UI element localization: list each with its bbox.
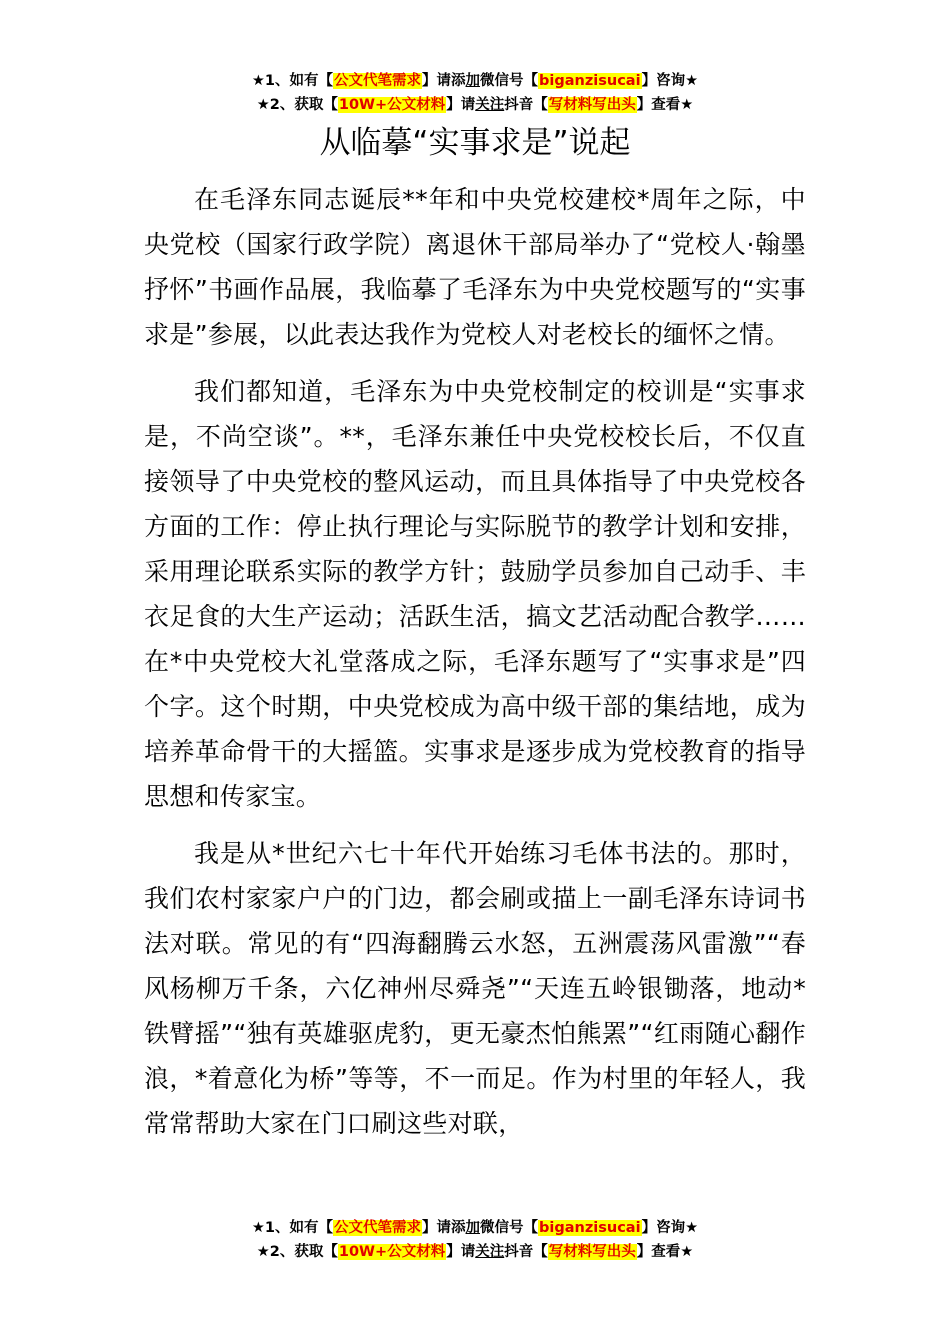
- banner-line-2: [0, 93, 950, 117]
- banner-highlight: 公文代笔需求: [334, 1220, 422, 1236]
- banner-text: 】请: [446, 97, 476, 113]
- banner-text: 】咨询★: [641, 1220, 699, 1236]
- banner-underlined-text: 加: [465, 73, 481, 89]
- banner-line-1: [0, 1216, 950, 1240]
- banner-underlined-text: 关注: [475, 1244, 505, 1260]
- banner-highlight: 写材料写出头: [548, 1244, 636, 1260]
- banner-text: 】请添: [422, 1220, 466, 1236]
- article-paragraph-3: 我是从*世纪六七十年代开始练习毛体书法的。那时，我们农村家家户户的门边，都会刷或描上一副毛泽东诗词书法对联。常见的有“四海翻腾云水怒，五洲震荡风雷激”“春风杨柳万千条，六亿神州尽舜尧”“天连五岭银锄落，地动*铁臂摇”“独有英雄驱虎豹，更无豪杰怕熊罴”“红雨随心翻作浪，*着意化为桥”等等，不一而足。作为村里的年轻人，我常常帮助大家在门口刷这些对联，: [144, 839, 806, 1138]
- article-paragraph-2: 我们都知道，毛泽东为中央党校制定的校训是“实事求是，不尚空谈”。**，毛泽东兼任中央党校校长后，不仅直接领导了中央党校的整风运动，而且具体指导了中央党校各方面的工作：停止执行理论与实际脱节的教学计划和安排，采用理论联系实际的教学方针；鼓励学员参加自己动手、丰衣足食的大生产运动；活跃生活，搞文艺活动配合教学……在*中央党校大礼堂落成之际，毛泽东题写了“实事求是”四个字。这个时期，中央党校成为高中级干部的集结地，成为培养革命骨干的大摇篮。实事求是逐步成为党校教育的指导思想和传家宝。: [144, 377, 806, 811]
- banner-highlight: 10W+公文材料: [338, 97, 446, 113]
- banner-text: 抖音【: [504, 97, 548, 113]
- banner-text: 】查看★: [636, 97, 694, 113]
- banner-text: ★1、如有【: [251, 73, 334, 89]
- banner-text: 】请: [446, 1244, 476, 1260]
- banner-highlight: biganzisucai: [539, 73, 641, 89]
- article-title: 从临摹“实事求是”说起: [319, 125, 631, 161]
- banner-text: 抖音【: [504, 1244, 548, 1260]
- banner-text: 微信号【: [480, 73, 539, 89]
- banner-text: 】请添: [422, 73, 466, 89]
- banner-line-2: [0, 1240, 950, 1264]
- banner-underlined-text: 关注: [475, 97, 505, 113]
- banner-highlight: 10W+公文材料: [338, 1244, 446, 1260]
- banner-highlight: biganzisucai: [539, 1220, 641, 1236]
- banner-underlined-text: 加: [465, 1220, 481, 1236]
- banner-text: ★2、获取【: [256, 97, 338, 113]
- article-body: [144, 177, 806, 1158]
- banner-text: 】查看★: [636, 1244, 694, 1260]
- banner-line-1: [0, 69, 950, 93]
- banner-text: 微信号【: [480, 1220, 539, 1236]
- banner-highlight: 公文代笔需求: [334, 73, 422, 89]
- banner-text: ★2、获取【: [256, 1244, 338, 1260]
- banner-text: ★1、如有【: [251, 1220, 334, 1236]
- banner-text: 】咨询★: [641, 73, 699, 89]
- header-banner: [0, 69, 950, 117]
- banner-highlight: 写材料写出头: [548, 97, 636, 113]
- article-paragraph-1: 在毛泽东同志诞辰**年和中央党校建校*周年之际，中央党校（国家行政学院）离退休干部局举办了“党校人·翰墨抒怀”书画作品展，我临摹了毛泽东为中央党校题写的“实事求是”参展，以此表达我作为党校人对老校长的缅怀之情。: [144, 185, 806, 349]
- footer-banner: [0, 1216, 950, 1264]
